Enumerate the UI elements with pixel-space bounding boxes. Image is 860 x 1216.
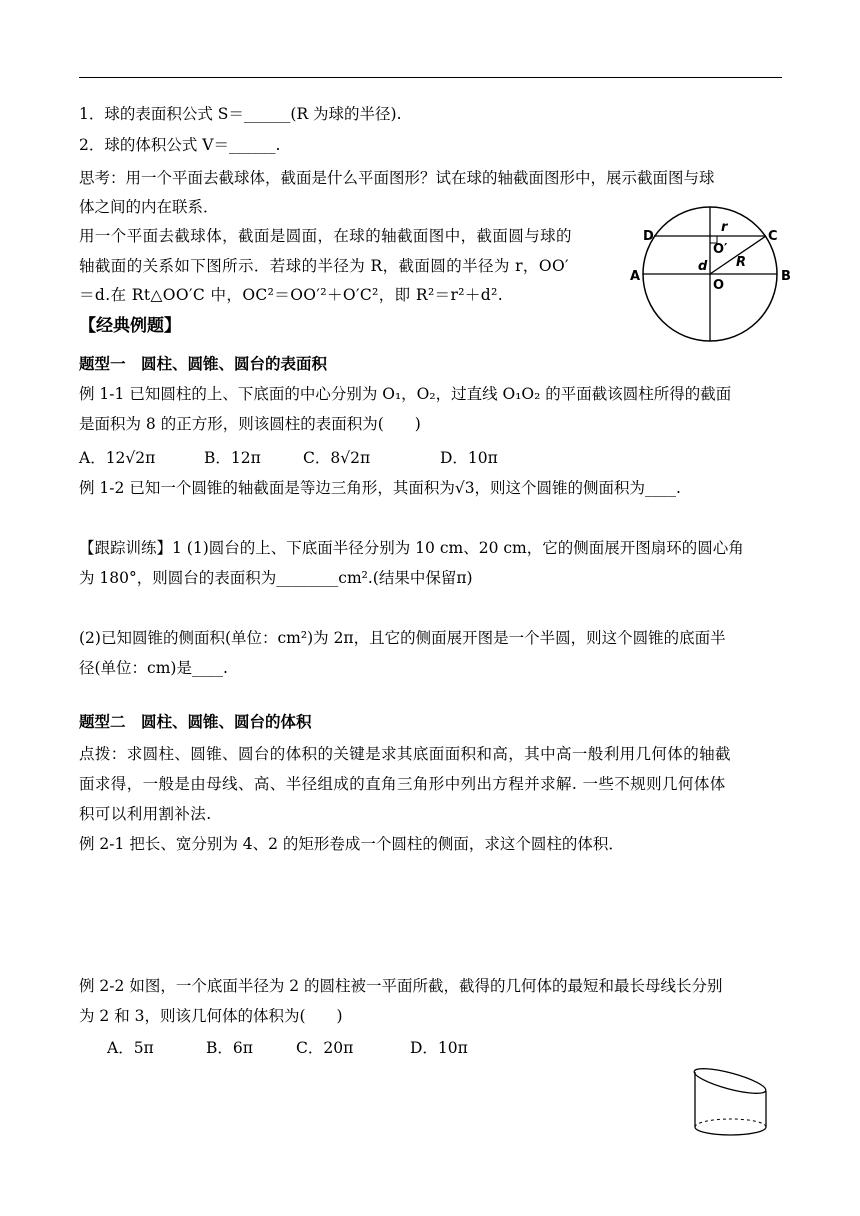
- option-1-1-a: A．12√2π: [79, 449, 156, 467]
- header-rule: [79, 77, 782, 78]
- heading-type-two: 题型二 圆柱、圆锥、圆台的体积: [79, 712, 312, 731]
- label-o-point: O: [713, 278, 725, 293]
- text-line-4: 体之间的内在联系．: [79, 198, 219, 216]
- text-line-3: 思考：用一个平面去截球体，截面是什么平面图形？试在球的轴截面图形中，展示截面图与球: [79, 169, 715, 187]
- option-2-2-a: A．5π: [107, 1039, 154, 1057]
- label-b-point: B: [781, 269, 791, 284]
- option-2-2-c: C．20π: [296, 1039, 354, 1057]
- practice-line-4: 径(单位：cm)是____.: [79, 659, 228, 677]
- label-a-point: A: [630, 269, 641, 284]
- option-1-1-d: D．10π: [440, 449, 498, 467]
- sphere-section-figure: [626, 200, 796, 346]
- label-d-point: D: [643, 229, 654, 244]
- label-r-small: r: [721, 220, 728, 235]
- option-1-1-b: B．12π: [204, 449, 261, 467]
- practice-line-3: (2)已知圆锥的侧面积(单位：cm²)为 2π，且它的侧面展开图是一个半圆，则这个圆锥的底面半: [79, 629, 726, 647]
- label-o-prime: O′: [713, 242, 728, 257]
- example-1-1-line-1: 例 1-1 已知圆柱的上、下底面的中心分别为 O₁，O₂，过直线 O₁O₂ 的平面截该圆柱所得的截面: [79, 385, 732, 403]
- example-2-2-line-1: 例 2-2 如图，一个底面半径为 2 的圆柱被一平面所截，截得的几何体的最短和最长母线长分别: [79, 977, 723, 995]
- practice-line-2: 为 180°，则圆台的表面积为________cm².(结果中保留π): [79, 569, 473, 587]
- base-back-arc: [695, 1119, 766, 1127]
- section-heading-examples: 【经典例题】: [79, 316, 181, 336]
- text-line-6: 轴截面的关系如下图所示．若球的半径为 R，截面圆的半径为 r，OO′: [79, 257, 569, 275]
- option-2-2-b: B．6π: [206, 1039, 253, 1057]
- practice-line-1: 【跟踪训练】1 (1)圆台的上、下底面半径分别为 10 cm、20 cm，它的侧面展开图扇环的圆心角: [79, 539, 744, 557]
- text-line-5: 用一个平面去截球体，截面是圆面，在球的轴截面图中，截面圆与球的: [79, 227, 572, 245]
- truncated-cylinder-figure: [692, 1066, 776, 1140]
- text-line-7: ＝d.在 Rt△OO′C 中，OC²＝OO′²＋O′C²，即 R²＝r²＋d².: [79, 286, 504, 304]
- option-2-2-d: D．10π: [410, 1039, 468, 1057]
- label-d-distance: d: [698, 259, 708, 274]
- example-1-1-line-2: 是面积为 8 的正方形，则该圆柱的表面积为( ): [79, 415, 421, 433]
- example-2-1: 例 2-1 把长、宽分别为 4、2 的矩形卷成一个圆柱的侧面，求这个圆柱的体积．: [79, 835, 624, 853]
- tip-line-3: 积可以利用割补法.: [79, 805, 212, 823]
- example-2-2-line-2: 为 2 和 3，则该几何体的体积为( ): [79, 1007, 343, 1025]
- text-line-1: 1．球的表面积公式 S＝______(R 为球的半径).: [79, 105, 402, 123]
- heading-type-one: 题型一 圆柱、圆锥、圆台的表面积: [79, 354, 328, 373]
- tip-line-2: 面求得，一般是由母线、高、半径组成的直角三角形中列出方程并求解. 一些不规则几何体体: [79, 775, 726, 793]
- label-c-point: C: [768, 229, 778, 244]
- label-r-big: R: [736, 255, 747, 270]
- slanted-top-face: [692, 1066, 768, 1098]
- tip-line-1: 点拨：求圆柱、圆锥、圆台的体积的关键是求其底面面积和高，其中高一般利用几何体的轴截: [79, 745, 731, 763]
- base-front-arc: [695, 1127, 766, 1135]
- example-1-2: 例 1-2 已知一个圆锥的轴截面是等边三角形，其面积为√3，则这个圆锥的侧面积为____.: [79, 479, 681, 497]
- option-1-1-c: C．8√2π: [303, 449, 371, 467]
- text-line-2: 2．球的体积公式 V＝______.: [79, 136, 281, 154]
